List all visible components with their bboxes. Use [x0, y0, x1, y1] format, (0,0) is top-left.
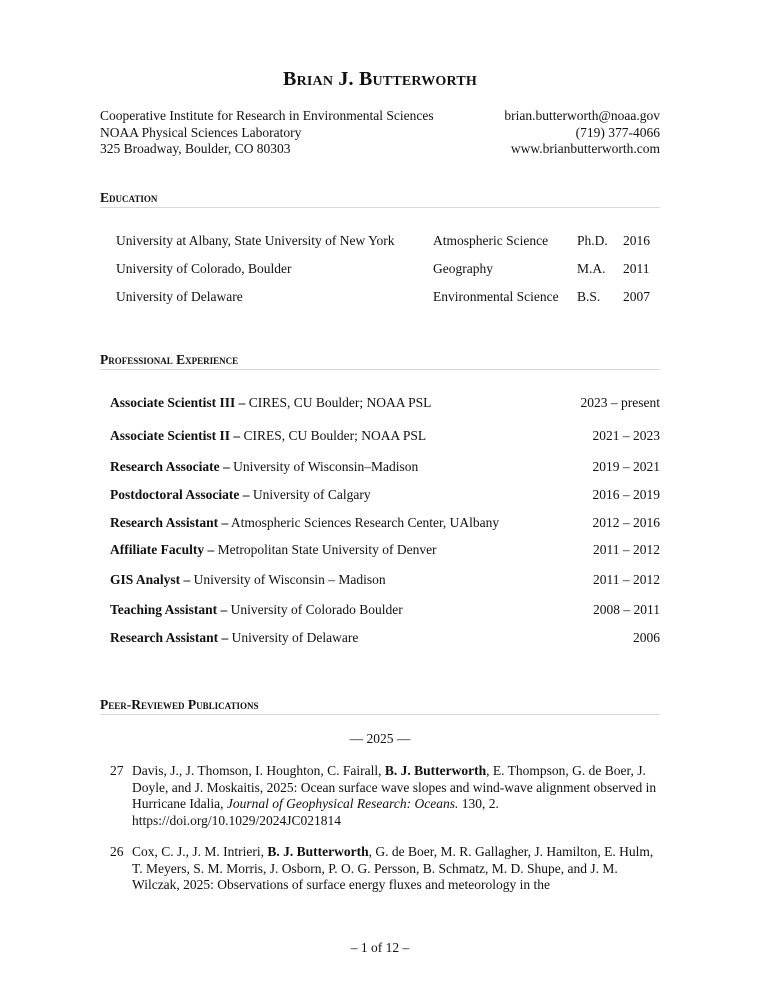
job-years: 2012 – 2016: [592, 515, 660, 530]
education-year: 2016: [623, 233, 650, 248]
job-entry: [110, 572, 660, 588]
job-org: University of Wisconsin – Madison: [193, 572, 386, 587]
publication-authors: Davis, J., J. Thomson, I. Houghton, C. Fairall,: [132, 763, 382, 778]
job-entry: [110, 428, 660, 444]
education-year: 2011: [623, 261, 650, 276]
job-title: Associate Scientist III –: [110, 395, 246, 410]
publication-citation: [110, 844, 660, 894]
publication-number: 26: [110, 844, 124, 859]
job-title: Teaching Assistant –: [110, 602, 228, 617]
education-degree: M.A.: [577, 261, 606, 276]
job-title: Research Assistant –: [110, 515, 229, 530]
education-school: University at Albany, State University of New York: [116, 233, 395, 248]
job-org: CIRES, CU Boulder; NOAA PSL: [243, 428, 427, 443]
publication-journal: Journal of Geophysical Research: Oceans.: [226, 796, 459, 811]
publication-text: , G. de Boer, M. R. Gallagher, J. Hamilton, E. Hulm, T. Meyers, S. M. Morris, J. Osborn, P. O. G. Persson, B. Schmatz, M. D. Shupe, and J. M. Wilczak, 2025: Observations of surface energy fluxes and meteorology in the: [132, 844, 654, 892]
job-entry: [110, 515, 660, 531]
job-org: Atmospheric Sciences Research Center, UAlbany: [230, 515, 500, 530]
education-school: University of Colorado, Boulder: [116, 261, 292, 276]
education-degree: B.S.: [577, 289, 601, 304]
job-title: Postdoctoral Associate –: [110, 487, 250, 502]
job-title: Affiliate Faculty –: [110, 542, 215, 557]
job-org: CIRES, CU Boulder; NOAA PSL: [248, 395, 432, 410]
year-heading: — 2025 —: [349, 731, 411, 746]
education-degree: Ph.D.: [577, 233, 608, 248]
education-heading: Education: [100, 190, 660, 208]
address-block: [100, 108, 434, 158]
email-link[interactable]: brian.butterworth@noaa.gov: [504, 108, 660, 123]
address-line: Cooperative Institute for Research in Environmental Sciences: [100, 108, 434, 123]
page-number: – 1 of 12 –: [350, 940, 410, 955]
publication-item: [110, 844, 660, 894]
publication-highlight-author: B. J. Butterworth: [384, 763, 487, 778]
job-years: 2023 – present: [580, 395, 660, 410]
education-field: Atmospheric Science: [433, 233, 549, 248]
job-years: 2019 – 2021: [592, 459, 660, 474]
job-years: 2016 – 2019: [592, 487, 660, 502]
job-org: University of Delaware: [231, 630, 359, 645]
job-entry: [110, 542, 660, 558]
job-entry: [110, 630, 660, 646]
job-years: 2011 – 2012: [593, 542, 660, 557]
job-entry: [110, 459, 660, 475]
address-line: 325 Broadway, Boulder, CO 80303: [100, 141, 291, 156]
education-year: 2007: [623, 289, 650, 304]
publication-text: , E. Thompson, G. de Boer, J. Doyle, and J. Moskaitis, 2025: Ocean surface wave slopes and wind-wave alignment observed in Hurricane Idalia,: [132, 763, 657, 811]
page-title: Brian J. Butterworth: [283, 68, 477, 90]
job-years: 2008 – 2011: [593, 602, 660, 617]
publications-heading: Peer-Reviewed Publications: [100, 697, 660, 715]
job-entry: [110, 487, 660, 503]
job-years: 2006: [633, 630, 660, 645]
publication-highlight-author: B. J. Butterworth: [267, 844, 369, 859]
publication-authors: Cox, C. J., J. M. Intrieri,: [132, 844, 265, 859]
publication-number: 27: [110, 763, 124, 778]
job-title: Research Associate –: [110, 459, 230, 474]
job-org: University of Colorado Boulder: [230, 602, 403, 617]
job-title: Associate Scientist II –: [110, 428, 241, 443]
address-line: NOAA Physical Sciences Laboratory: [100, 124, 302, 140]
phone-number: (719) 377-4066: [575, 124, 660, 140]
job-years: 2011 – 2012: [593, 572, 660, 587]
job-title: Research Assistant –: [110, 630, 229, 645]
job-org: Metropolitan State University of Denver: [217, 542, 437, 557]
education-field: Environmental Science: [433, 289, 559, 304]
education-field: Geography: [433, 261, 493, 276]
job-entry: [110, 602, 660, 618]
publication-item: [110, 763, 660, 829]
experience-heading: Professional Experience: [100, 352, 660, 370]
job-title: GIS Analyst –: [110, 572, 191, 587]
job-entry: [110, 395, 660, 411]
job-org: University of Wisconsin–Madison: [233, 459, 419, 474]
job-years: 2021 – 2023: [592, 428, 660, 443]
website-link[interactable]: www.brianbutterworth.com: [510, 141, 660, 156]
education-school: University of Delaware: [116, 289, 243, 304]
contact-block: [504, 108, 660, 158]
publication-doi[interactable]: 130, 2. https://doi.org/10.1029/2024JC021814: [132, 796, 499, 828]
publication-citation: [110, 763, 660, 829]
job-org: University of Calgary: [252, 487, 371, 502]
